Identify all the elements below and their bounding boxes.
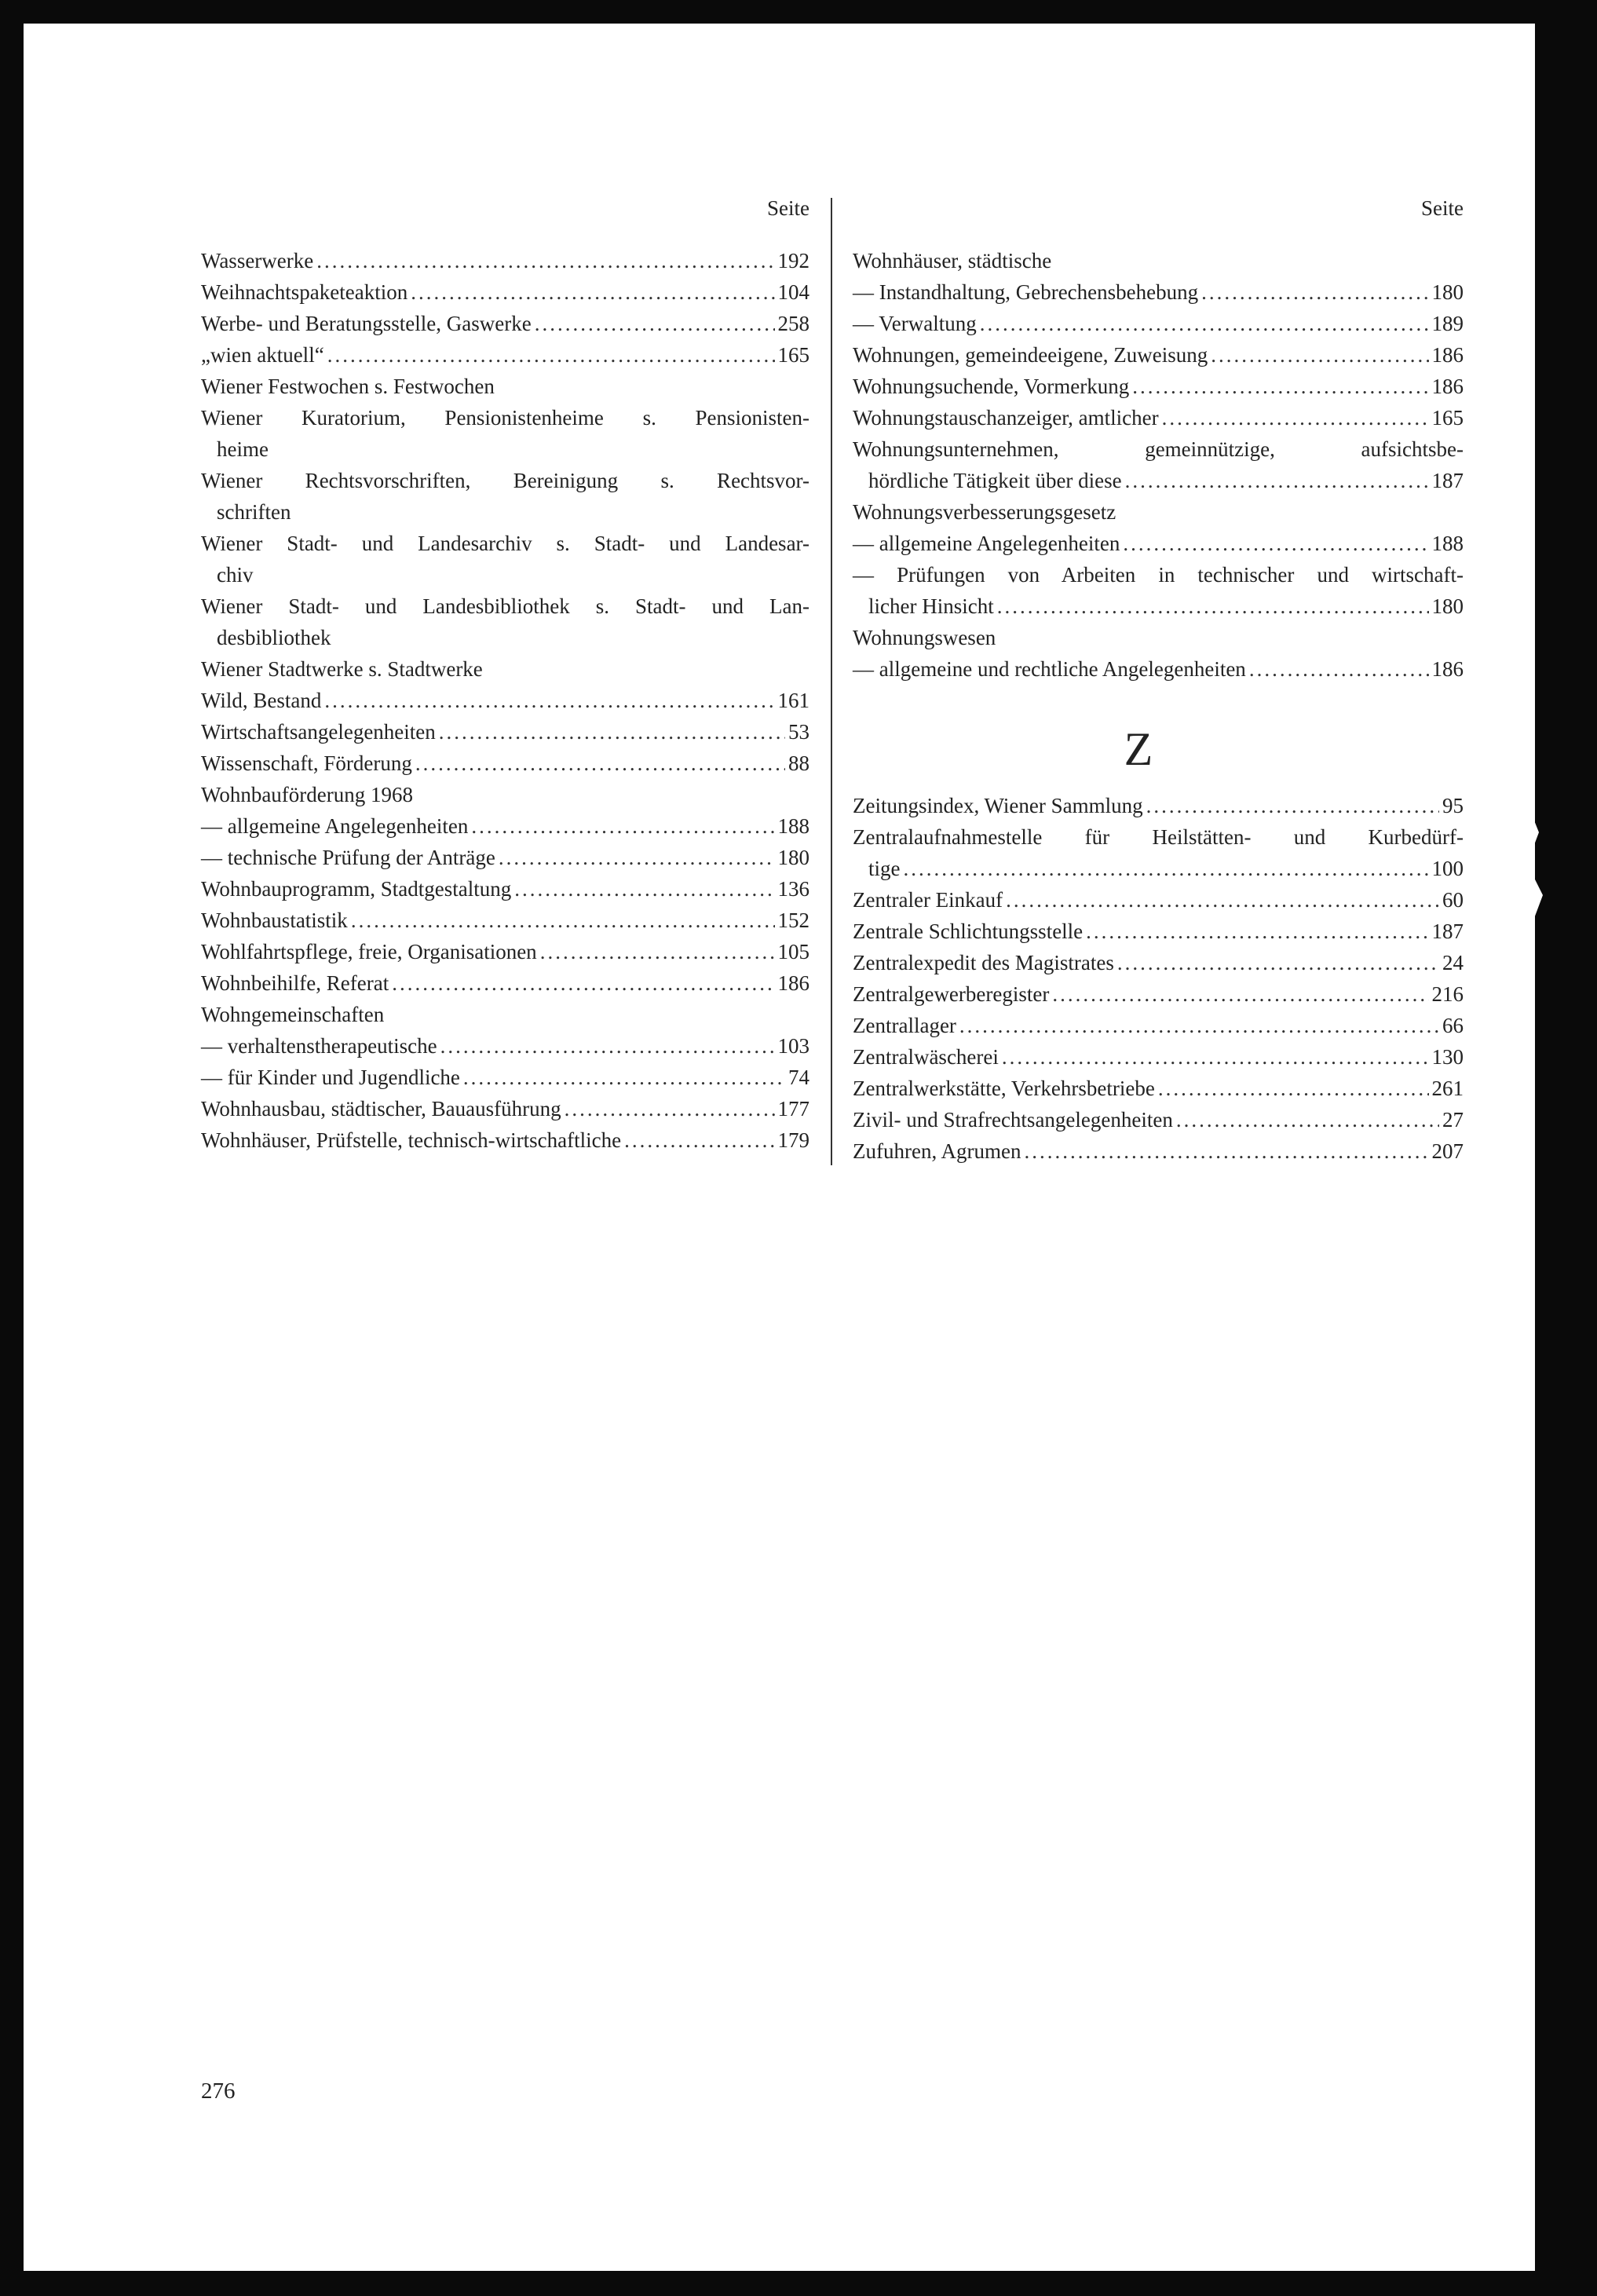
entry-page-number: 88 <box>788 751 809 775</box>
entry-page-number: 66 <box>1442 1014 1464 1037</box>
dot-leader <box>1024 1135 1428 1167</box>
entry-text: — allgemeine Angelegenheiten <box>853 532 1120 555</box>
dot-leader <box>1162 402 1429 433</box>
index-entry <box>853 371 1464 402</box>
entry-text: Wohnbauprogramm, Stadtgestaltung <box>201 877 512 901</box>
entry-continuation: desbibliothek <box>217 626 331 649</box>
index-entry <box>853 308 1464 339</box>
entry-page-number: 189 <box>1431 312 1464 335</box>
entry-page-number: 24 <box>1442 951 1464 974</box>
entry-page-number: 60 <box>1442 888 1464 912</box>
dot-leader <box>1117 947 1439 978</box>
entry-text: — verhaltenstherapeutische <box>201 1034 437 1058</box>
dot-leader <box>499 842 775 873</box>
dot-leader <box>1052 978 1428 1010</box>
index-entry <box>853 402 1464 433</box>
index-entry <box>201 1062 809 1093</box>
dot-leader <box>471 810 774 842</box>
dot-leader <box>980 308 1429 339</box>
index-entry <box>853 653 1464 685</box>
entry-page-number: 187 <box>1431 469 1464 492</box>
entry-text: Wohnbeihilfe, Referat <box>201 971 389 995</box>
entry-page-number: 27 <box>1442 1108 1464 1132</box>
entry-text: hördliche Tätigkeit über diese <box>868 469 1122 492</box>
entry-page-number: 180 <box>777 846 809 869</box>
entry-text: Wohnungen, gemeindeeigene, Zuweisung <box>853 343 1208 367</box>
entry-page-number: 258 <box>777 312 809 335</box>
dot-leader <box>1132 371 1428 402</box>
entry-page-number: 104 <box>777 280 809 304</box>
dot-leader <box>440 1030 775 1062</box>
entry-page-number: 188 <box>1431 532 1464 555</box>
dot-leader <box>327 339 775 371</box>
entry-page-number: 186 <box>1431 343 1464 367</box>
entry-page-number: 152 <box>777 909 809 932</box>
page-number: 276 <box>201 2078 236 2104</box>
dot-leader <box>415 748 785 779</box>
entry-text: Zentralwäscherei <box>853 1045 999 1069</box>
dot-leader <box>624 1124 774 1156</box>
dot-leader <box>1123 528 1428 559</box>
column-header: Seite <box>1421 196 1464 220</box>
entry-page-number: 95 <box>1442 794 1464 817</box>
index-entry <box>853 916 1464 947</box>
index-entry <box>853 1135 1464 1167</box>
dot-leader <box>1158 1073 1429 1104</box>
entry-continuation: schriften <box>217 500 291 524</box>
index-heading: Wiener Kuratorium, Pensionistenheime s. Pensionisten- <box>201 406 809 430</box>
dot-leader <box>565 1093 775 1124</box>
entry-page-number: 165 <box>1431 406 1464 430</box>
entry-page-number: 136 <box>777 877 809 901</box>
entry-text: Zentralexpedit des Magistrates <box>853 951 1114 974</box>
dot-leader <box>535 308 775 339</box>
dot-leader <box>540 936 775 967</box>
dot-leader <box>392 967 774 999</box>
index-entry <box>201 685 809 716</box>
entry-text: Wohnbaustatistik <box>201 909 348 932</box>
index-entry <box>853 978 1464 1010</box>
section-letter: Z <box>1124 723 1153 775</box>
dot-leader <box>1006 884 1439 916</box>
dot-leader <box>316 245 774 276</box>
column-divider <box>831 198 832 1165</box>
index-entry <box>853 339 1464 371</box>
entry-text: Wirtschaftsangelegenheiten <box>201 720 436 744</box>
entry-text: Zufuhren, Agrumen <box>853 1139 1021 1163</box>
index-heading: Wohnungsunternehmen, gemeinnützige, aufsichtsbe- <box>853 437 1464 461</box>
entry-page-number: 207 <box>1431 1139 1464 1163</box>
entry-page-number: 180 <box>1431 594 1464 618</box>
dot-leader <box>959 1010 1439 1041</box>
index-entry <box>201 967 809 999</box>
index-entry <box>853 1010 1464 1041</box>
entry-text: Zentraler Einkauf <box>853 888 1003 912</box>
entry-page-number: 187 <box>1431 919 1464 943</box>
index-column-right <box>853 192 1464 685</box>
index-entry <box>201 748 809 779</box>
dot-leader <box>463 1062 785 1093</box>
index-heading: Zentralaufnahmestelle für Heilstätten- und Kurbedürf- <box>853 825 1464 849</box>
dot-leader <box>1125 465 1429 496</box>
index-heading: Wiener Stadt- und Landesbibliothek s. Stadt- und Lan- <box>201 594 809 618</box>
dot-leader <box>514 873 774 905</box>
index-entry <box>201 245 809 276</box>
entry-continuation: heime <box>217 437 269 461</box>
dot-leader <box>411 276 774 308</box>
index-list <box>201 245 809 1156</box>
index-entry <box>201 873 809 905</box>
entry-page-number: 105 <box>777 940 809 963</box>
entry-text: Wohnungsuchende, Vormerkung <box>853 375 1130 398</box>
index-entry <box>853 947 1464 978</box>
entry-page-number: 177 <box>777 1097 809 1121</box>
entry-page-number: 53 <box>788 720 809 744</box>
index-heading: Wiener Stadtwerke s. Stadtwerke <box>201 657 483 681</box>
entry-page-number: 130 <box>1431 1045 1464 1069</box>
entry-page-number: 261 <box>1431 1077 1464 1100</box>
index-entry <box>853 1104 1464 1135</box>
entry-text: Zentralgewerberegister <box>853 982 1050 1006</box>
index-entry <box>201 842 809 873</box>
entry-text: Zentrallager <box>853 1014 956 1037</box>
entry-text: — Verwaltung <box>853 312 977 335</box>
entry-text: — technische Prüfung der Anträge <box>201 846 495 869</box>
entry-page-number: 103 <box>777 1034 809 1058</box>
index-heading: Wohnungsverbesserungsgesetz <box>853 500 1116 524</box>
index-heading: Wohnhäuser, städtische <box>853 249 1052 272</box>
index-entry <box>201 1030 809 1062</box>
entry-text: Wasserwerke <box>201 249 314 272</box>
entry-text: — allgemeine Angelegenheiten <box>201 814 469 838</box>
index-heading: — Prüfungen von Arbeiten in technischer und wirtschaft- <box>853 563 1464 587</box>
dot-leader <box>1002 1041 1429 1073</box>
index-heading: Wohngemeinschaften <box>201 1003 385 1026</box>
entry-page-number: 179 <box>777 1128 809 1152</box>
index-entry <box>853 1041 1464 1073</box>
entry-text: Zentrale Schlichtungsstelle <box>853 919 1084 943</box>
dot-leader <box>1176 1104 1439 1135</box>
index-entry <box>853 590 1464 622</box>
entry-page-number: 100 <box>1431 857 1464 880</box>
entry-page-number: 186 <box>1431 375 1464 398</box>
index-entry <box>201 1124 809 1156</box>
index-heading: Wohnbauförderung 1968 <box>201 783 414 806</box>
dot-leader <box>1086 916 1428 947</box>
index-section-z <box>853 790 1464 1167</box>
index-heading: Wiener Stadt- und Landesarchiv s. Stadt- und Landesar- <box>201 532 809 555</box>
entry-text: Werbe- und Beratungsstelle, Gaswerke <box>201 312 532 335</box>
dot-leader <box>997 590 1429 622</box>
entry-text: Zivil- und Strafrechtsangelegenheiten <box>853 1108 1173 1132</box>
entry-text: Wissenschaft, Förderung <box>201 751 412 775</box>
index-heading: Wiener Festwochen s. Festwochen <box>201 375 495 398</box>
index-entry <box>201 339 809 371</box>
entry-text: Wohnhausbau, städtischer, Bauausführung <box>201 1097 561 1121</box>
index-entry <box>201 276 809 308</box>
entry-text: Wild, Bestand <box>201 689 322 712</box>
entry-page-number: 161 <box>777 689 809 712</box>
index-entry <box>853 1073 1464 1104</box>
entry-text: tige <box>868 857 901 880</box>
index-entry <box>201 905 809 936</box>
entry-text: Wohnungstauschanzeiger, amtlicher <box>853 406 1159 430</box>
column-header: Seite <box>767 196 809 220</box>
index-entry <box>853 465 1464 496</box>
dot-leader <box>324 685 774 716</box>
dot-leader <box>351 905 775 936</box>
entry-text: Wohnhäuser, Prüfstelle, technisch-wirtschaftliche <box>201 1128 622 1152</box>
entry-text: — allgemeine und rechtliche Angelegenheiten <box>853 657 1246 681</box>
dot-leader <box>1211 339 1428 371</box>
dot-leader <box>904 853 1429 884</box>
entry-page-number: 188 <box>777 814 809 838</box>
entry-text: licher Hinsicht <box>868 594 994 618</box>
index-heading: Wohnungswesen <box>853 626 996 649</box>
entry-text: „wien aktuell“ <box>201 343 324 367</box>
entry-text: Zentralwerkstätte, Verkehrsbetriebe <box>853 1077 1155 1100</box>
entry-page-number: 216 <box>1431 982 1464 1006</box>
entry-page-number: 192 <box>777 249 809 272</box>
index-list <box>853 245 1464 685</box>
index-entry <box>201 716 809 748</box>
entry-page-number: 180 <box>1431 280 1464 304</box>
entry-page-number: 74 <box>788 1066 809 1089</box>
torn-paper-edge <box>1496 675 1551 942</box>
index-heading: Wiener Rechtsvorschriften, Bereinigung s. Rechtsvor- <box>201 469 809 492</box>
index-entry <box>853 853 1464 884</box>
index-entry <box>853 790 1464 821</box>
entry-page-number: 186 <box>777 971 809 995</box>
dot-leader <box>1201 276 1428 308</box>
index-list <box>853 790 1464 1167</box>
index-entry <box>853 528 1464 559</box>
entry-page-number: 186 <box>1431 657 1464 681</box>
index-entry <box>201 308 809 339</box>
entry-continuation: chiv <box>217 563 254 587</box>
index-entry <box>853 276 1464 308</box>
index-entry <box>201 1093 809 1124</box>
index-entry <box>201 810 809 842</box>
dot-leader <box>1249 653 1429 685</box>
index-entry <box>201 936 809 967</box>
dot-leader <box>1146 790 1439 821</box>
entry-text: — Instandhaltung, Gebrechensbehebung <box>853 280 1199 304</box>
entry-text: Zeitungsindex, Wiener Sammlung <box>853 794 1143 817</box>
entry-text: Weihnachtspaketeaktion <box>201 280 408 304</box>
index-column-left <box>201 192 809 1156</box>
entry-text: Wohlfahrtspflege, freie, Organisationen <box>201 940 537 963</box>
entry-page-number: 165 <box>777 343 809 367</box>
dot-leader <box>439 716 785 748</box>
entry-text: — für Kinder und Jugendliche <box>201 1066 460 1089</box>
index-entry <box>853 884 1464 916</box>
